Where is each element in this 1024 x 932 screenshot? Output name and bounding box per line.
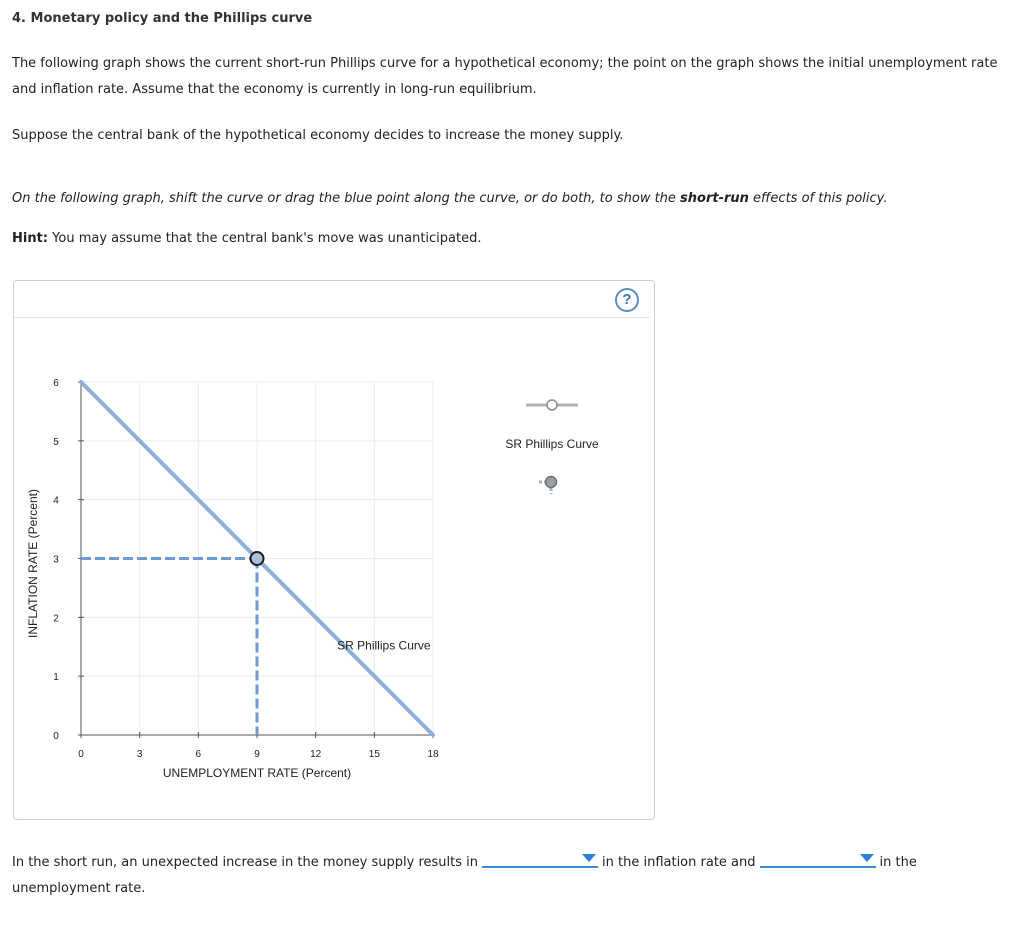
y-tick-label: 0 [53, 731, 59, 742]
equilibrium-point[interactable] [251, 552, 264, 565]
palette-curve-label: SR Phillips Curve [505, 437, 599, 451]
y-tick-label: 6 [53, 378, 59, 389]
scenario-paragraph: Suppose the central bank of the hypothetical economy decides to increase the money supply. [12, 128, 624, 143]
x-axis-label: UNEMPLOYMENT RATE (Percent) [162, 766, 352, 780]
answer-mid: in the inflation rate and [602, 855, 756, 870]
palette-point-icon [546, 477, 557, 488]
y-axis-label: INFLATION RATE (Percent) [26, 489, 40, 638]
y-tick-label: 3 [53, 554, 59, 566]
instruction-post: effects of this policy. [748, 191, 888, 206]
y-tick-label: 1 [53, 672, 59, 684]
tick-labels [53, 378, 439, 760]
chevron-down-icon [582, 854, 596, 862]
equilibrium-point-group[interactable] [251, 552, 264, 565]
dropdown-inflation-change[interactable] [482, 850, 598, 868]
x-tick-label: 12 [310, 749, 322, 760]
palette-curve-tool[interactable] [526, 400, 578, 410]
x-tick-label: 15 [368, 749, 380, 760]
dropdown-unemployment-change[interactable] [760, 850, 876, 868]
hint-label: Hint: [12, 231, 49, 246]
guide-lines [81, 559, 257, 736]
chevron-down-icon [860, 854, 874, 862]
x-tick-label: 0 [78, 749, 84, 760]
hint-body: You may assume that the central bank's move was unanticipated. [48, 231, 482, 246]
x-tick-label: 3 [136, 749, 143, 760]
palette-curve-point [547, 400, 557, 410]
help-icon[interactable]: ? [615, 288, 639, 312]
y-tick-label: 5 [53, 436, 59, 448]
palette-point-tool[interactable] [539, 477, 557, 495]
answer-post: in the unemployment rate. [12, 855, 917, 896]
answer-sentence [12, 848, 1012, 902]
instruction-bold: short-run [680, 191, 749, 206]
y-tick-label: 2 [53, 613, 59, 625]
instruction-pre: On the following graph, shift the curve or drag the blue point along the curve, or do both, to show the [12, 191, 681, 206]
answer-pre: In the short run, an unexpected increase in the money supply results in [12, 855, 479, 870]
x-tick-label: 9 [254, 749, 260, 760]
question-title: 4. Monetary policy and the Phillips curve [12, 11, 313, 26]
y-tick-label: 4 [53, 495, 59, 507]
x-tick-label: 18 [427, 749, 439, 760]
intro-paragraph: The following graph shows the current short-run Phillips curve for a hypothetical economy; the point on the graph shows the initial unemployment rate and inflation rate. Assume that the economy is currently in long-run equilibrium. [12, 56, 998, 97]
x-tick-label: 6 [195, 749, 202, 760]
curve-label: SR Phillips Curve [337, 638, 431, 653]
